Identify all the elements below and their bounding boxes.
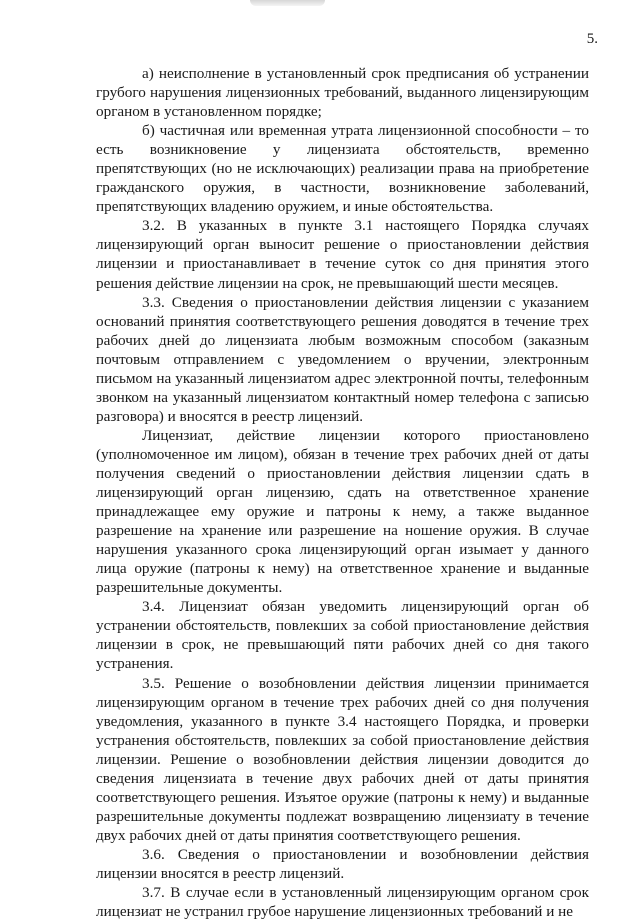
paragraph-3-2: 3.2. В указанных в пункте 3.1 настоящего Порядка случаях лицензирующий орган выносит решение о приостановлении действия лицензии и приостанавливает в течение суток со дня принятия этого решения действие лицензии на срок, не превышающий шести месяцев. <box>96 217 589 292</box>
document-body <box>96 64 589 921</box>
paragraph-3-6: 3.6. Сведения о приостановлении и возобновлении действия лицензии вносятся в реестр лицензий. <box>96 845 589 882</box>
paragraph-3-3-licensee: Лицензиат, действие лицензии которого приостановлено (уполномоченное им лицом), обязан в течение трех рабочих дней от даты получения сведений о приостановлении действия лицензии сдать в лицензирующий орган лицензию, сдать на ответственное хранение принадлежащее ему оружие и патроны к нему, а также выданное разрешение на хранение или разрешение на ношение оружия. В случае нарушения указанного срока лицензирующий орган изымает у данного лица оружие (патроны к нему) на ответственное хранение и выданные разрешительные документы. <box>96 426 589 597</box>
paragraph-3-5: 3.5. Решение о возобновлении действия лицензии принимается лицензирующим органом в течение трех рабочих дней со дня получения уведомления, указанного в пункте 3.4 настоящего Порядка, и проверки устранения обстоятельств, повлекших за собой приостановление действия лицензии. Решение о возобновлении действия лицензии доводится до сведения лицензиата в течение двух рабочих дней от даты принятия соответствующего решения. Изъятое оружие (патроны к нему) и выданные разрешительные документы подлежат возвращению лицензиату в течение двух рабочих дней от даты принятия соответствующего решения. <box>96 674 589 844</box>
scan-edge-mark <box>250 0 325 6</box>
paragraph-3-3: 3.3. Сведения о приостановлении действия лицензии с указанием оснований принятия соответствующего решения доводятся в течение трех рабочих дней до лицензиата любым возможным способом (заказным почтовым отправлением с уведомлением о вручении, электронным письмом на указанный лицензиатом адрес электронной почты, телефонным звонком на указанный лицензиатом контактный номер телефона с записью разговора) и вносятся в реестр лицензий. <box>96 293 589 425</box>
paragraph-3-1-a: а) неисполнение в установленный срок предписания об устранении грубого нарушения лицензионных требований, выданного лицензирующим органом в установленном порядке; <box>96 65 589 121</box>
page-number: 5. <box>586 31 598 47</box>
paragraph-3-7: 3.7. В случае если в установленный лицензирующим органом срок лицензиат не устранил грубое нарушение лицензионных требований и не <box>96 884 589 921</box>
paragraph-3-4: 3.4. Лицензиат обязан уведомить лицензирующий орган об устранении обстоятельств, повлекших за собой приостановление действия лицензии в срок, не превышающий пяти рабочих дней со дня такого устранения. <box>96 598 589 673</box>
paragraph-3-1-b: б) частичная или временная утрата лицензионной способности – то есть возникновение у лицензиата обстоятельств, временно препятствующих (но не исключающих) реализации права на приобретение гражданского оружия, в частности, возникновение заболеваний, препятствующих владению оружием, и иные обстоятельства. <box>96 122 589 216</box>
